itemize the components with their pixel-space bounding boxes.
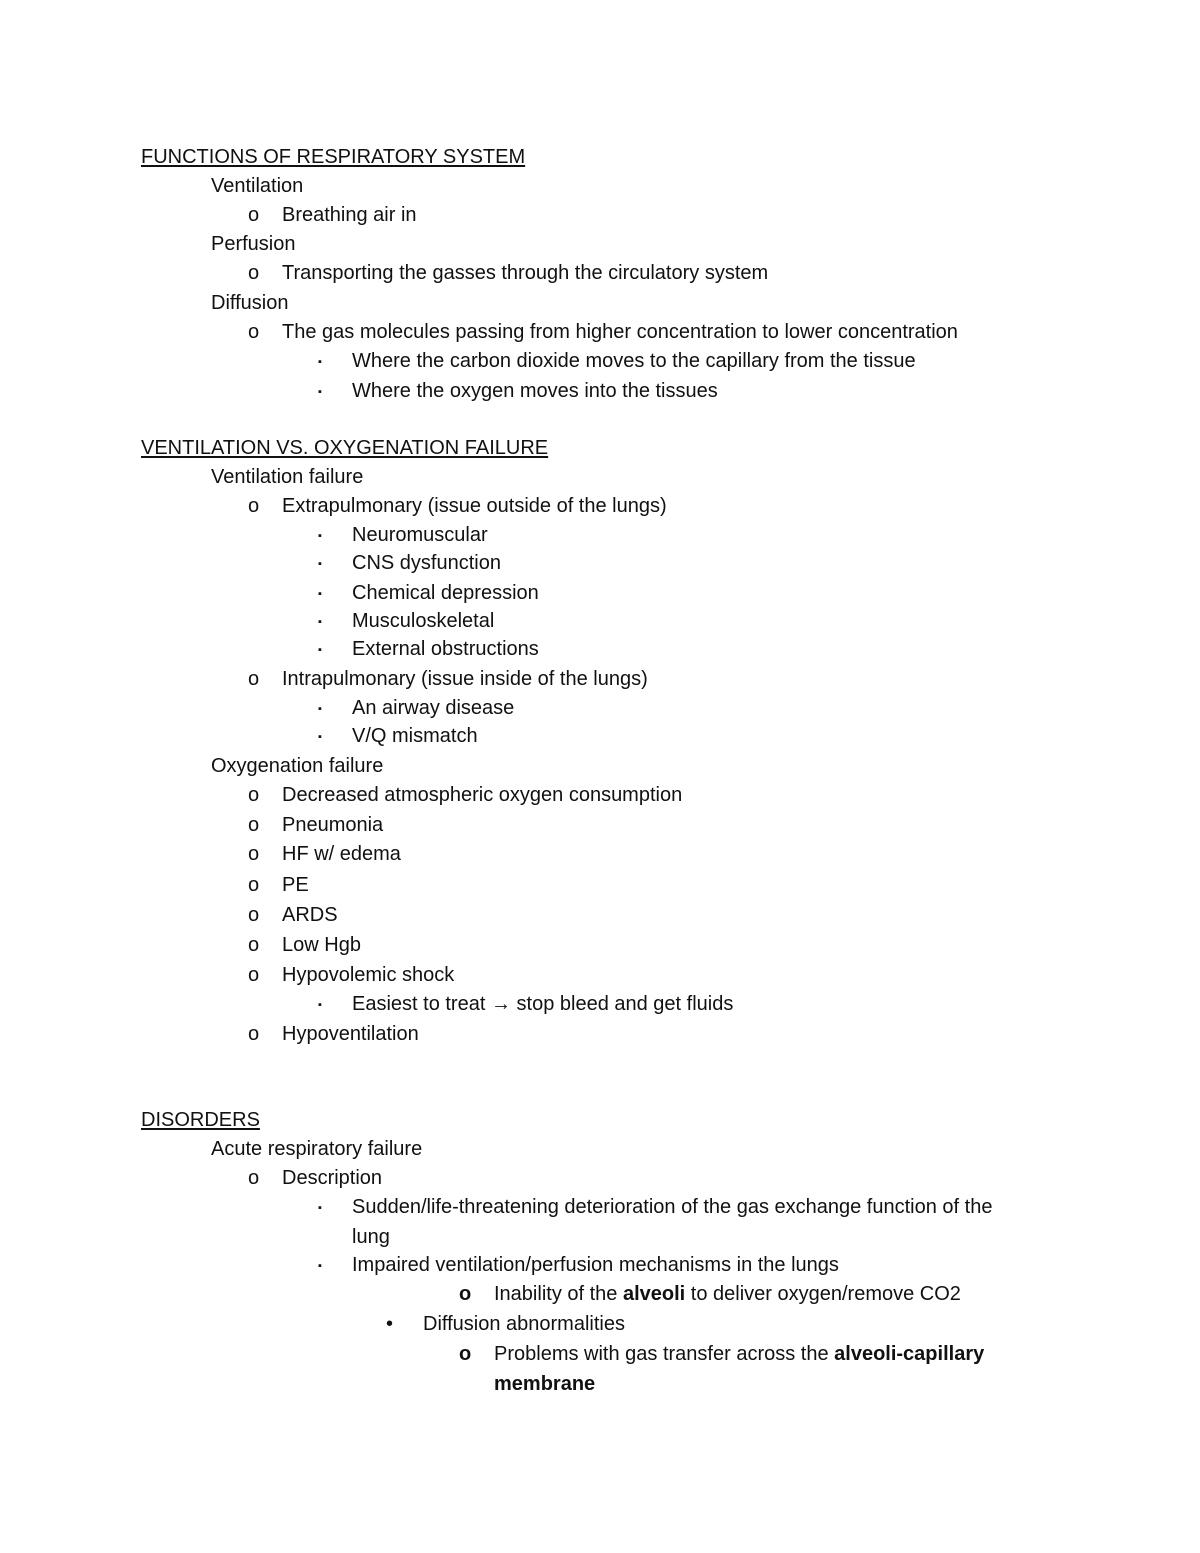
square-bullet: ▪ [318,356,322,368]
item-perfusion-desc: Transporting the gasses through the circulatory system [282,262,769,284]
inability-line [494,1282,961,1306]
square-bullet: ▪ [318,616,322,628]
hollow-bullet-bold: o [459,1343,472,1365]
heading-functions: FUNCTIONS OF RESPIRATORY SYSTEM [141,146,526,168]
item-oxygenation-failure: Oxygenation failure [211,755,384,777]
heading-failure: VENTILATION VS. OXYGENATION FAILURE [141,437,549,459]
hollow-bullet: o [248,262,260,284]
item-ventilation: Ventilation [211,175,304,197]
oxy-item: PE [282,874,309,896]
oxy-item: Decreased atmospheric oxygen consumption [282,784,683,806]
hollow-bullet: o [248,904,260,926]
item-description: Description [282,1167,383,1189]
intra-item: V/Q mismatch [352,725,478,747]
hollow-bullet: o [248,668,260,690]
hollow-bullet: o [248,934,260,956]
extra-item: Neuromuscular [352,524,488,546]
hollow-bullet: o [248,321,260,343]
item-intrapulmonary: Intrapulmonary (issue inside of the lungs) [282,668,648,690]
hollow-bullet: o [248,784,260,806]
square-bullet: ▪ [318,588,322,600]
item-ventilation-desc: Breathing air in [282,204,417,226]
problems-line [494,1342,984,1366]
item-diffusion: Diffusion [211,292,289,314]
square-bullet: ▪ [318,1202,322,1214]
hollow-bullet: o [248,843,260,865]
oxy-item: ARDS [282,904,338,926]
shock-note [352,992,733,1016]
inability-b: to deliver oxygen/remove CO2 [685,1283,961,1305]
square-bullet: ▪ [318,558,322,570]
hollow-bullet: o [248,1167,260,1189]
item-diffusion-sub1: Where the carbon dioxide moves to the capillary from the tissue [352,350,916,372]
problems-a: Problems with gas transfer across the [494,1343,835,1365]
hollow-bullet: o [248,874,260,896]
heading-disorders: DISORDERS [141,1109,260,1131]
hollow-bullet: o [248,204,260,226]
item-ventilation-failure: Ventilation failure [211,466,364,488]
item-hypoventilation: Hypoventilation [282,1023,419,1045]
shock-note-a: Easiest to treat [352,993,486,1015]
hollow-bullet: o [248,964,260,986]
hollow-bullet: o [248,1023,260,1045]
hollow-bullet-bold: o [459,1283,472,1305]
oxy-item: Hypovolemic shock [282,964,455,986]
hollow-bullet: o [248,495,260,517]
oxy-item: HF w/ edema [282,843,401,865]
inability-a: Inability of the [494,1283,623,1305]
desc1-line1: Sudden/life-threatening deterioration of the gas exchange function of the [352,1196,993,1218]
item-perfusion: Perfusion [211,233,296,255]
hollow-bullet: o [248,814,260,836]
extra-item: Chemical depression [352,582,539,604]
extra-item: Musculoskeletal [352,610,495,632]
item-diffusion-desc: The gas molecules passing from higher concentration to lower concentration [282,321,958,343]
square-bullet: ▪ [318,644,322,656]
extra-item: CNS dysfunction [352,552,501,574]
square-bullet: ▪ [318,530,322,542]
oxy-item: Low Hgb [282,934,361,956]
item-diffusion-sub2: Where the oxygen moves into the tissues [352,380,718,402]
item-extrapulmonary: Extrapulmonary (issue outside of the lungs) [282,495,667,517]
square-bullet: ▪ [318,999,322,1011]
intra-item: An airway disease [352,697,515,719]
item-acute: Acute respiratory failure [211,1138,423,1160]
square-bullet: ▪ [318,731,322,743]
shock-note-b: stop bleed and get fluids [516,993,734,1015]
diffusion-abnormalities: Diffusion abnormalities [423,1313,625,1335]
problems-bold: alveoli-capillary [834,1343,985,1365]
inability-bold: alveoli [622,1283,686,1305]
problems-line2: membrane [494,1373,596,1395]
disc-bullet: • [386,1313,394,1335]
desc2: Impaired ventilation/perfusion mechanisms in the lungs [352,1254,839,1276]
desc1-line2: lung [352,1226,390,1248]
arrow-icon: → [490,993,511,1015]
extra-item: External obstructions [352,638,539,660]
square-bullet: ▪ [318,1260,322,1272]
square-bullet: ▪ [318,386,322,398]
square-bullet: ▪ [318,703,322,715]
oxy-item: Pneumonia [282,814,384,836]
